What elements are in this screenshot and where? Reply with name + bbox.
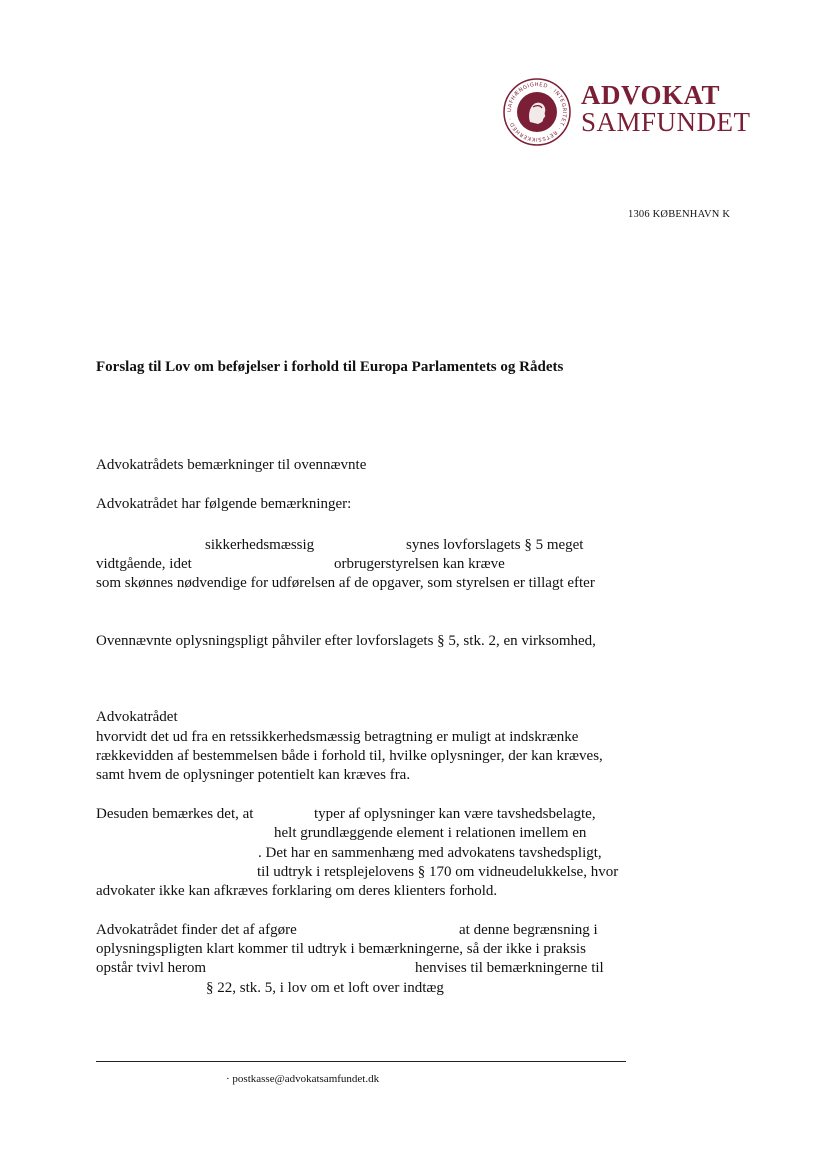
intro-text: Advokatrådet har følgende bemærkninger: [96,496,352,512]
p4-line4: til udtryk i retsplejelovens § 170 om vidneudelukkelse, hvor [257,864,619,880]
p4-line1-b: typer af oplysninger kan være tavshedsbelagte, [314,806,596,822]
p5-line1-b: at denne begrænsning i [459,922,598,938]
p4-line3: . Det har en sammenhæng med advokatens tavshedspligt, [258,845,602,861]
p5-line3-a: opstår tvivl herom [96,960,206,976]
p4-line5: advokater ikke kan afkræves forklaring om deres klienters forhold. [96,883,498,899]
p3-line4: samt hvem de oplysninger potentielt kan kræves fra. [96,767,411,783]
seal-icon [503,78,571,146]
p4-line2: helt grundlæggende element i relationen imellem en [274,825,587,841]
p5-line1-a: Advokatrådet finder det af afgøre [96,922,297,938]
p5-line3-b: henvises til bemærkningerne til [415,960,604,976]
logo-wordmark-top: ADVOKAT [581,80,720,110]
p3-line1: Advokatrådet [96,709,178,725]
p5-line2: oplysningspligten klart kommer til udtryk i bemærkningerne, så der ikke i praksis [96,941,586,957]
p4-line1-a: Desuden bemærkes det, at [96,806,254,822]
recipient-address: 1306 KØBENHAVN K [628,209,731,220]
p1-line3: som skønnes nødvendige for udførelsen af de opgaver, som styrelsen er tillagt efter [96,575,595,591]
p1-line2-b: orbrugerstyrelsen kan kræve [334,556,505,572]
p1-line1-a: sikkerhedsmæssig [205,537,315,553]
p2-line1: Ovennævnte oplysningspligt påhviler efter lovforslagets § 5, stk. 2, en virksomhed, [96,633,596,649]
p1-line1-b: synes lovforslagets § 5 meget [406,537,584,553]
logo-emblem [503,78,571,146]
svg-text:UAFHÆNGIGHED · INTEGRITET · RE: UAFHÆNGIGHED · INTEGRITET · RETSSIKKERHED · [506,81,568,143]
logo-wordmark-bottom: SAMFUNDET [581,107,751,137]
footer-divider [96,1061,626,1062]
document-title: Forslag til Lov om beføjelser i forhold til Europa Parlamentets og Rådets [96,359,564,375]
p3-line3: rækkevidden af bestemmelsen både i forhold til, hvilke oplysninger, der kan kræves, [96,748,603,764]
p5-line4: § 22, stk. 5, i lov om et loft over indtæg [206,980,444,996]
p3-line2: hvorvidt det ud fra en retssikkerhedsmæssig betragtning er muligt at indskrænke [96,729,579,745]
section-heading: Advokatrådets bemærkninger til ovennævnte [96,457,367,473]
p1-line2-a: vidtgående, idet [96,556,192,572]
footer-email: · postkasse@advokatsamfundet.dk [226,1073,380,1085]
